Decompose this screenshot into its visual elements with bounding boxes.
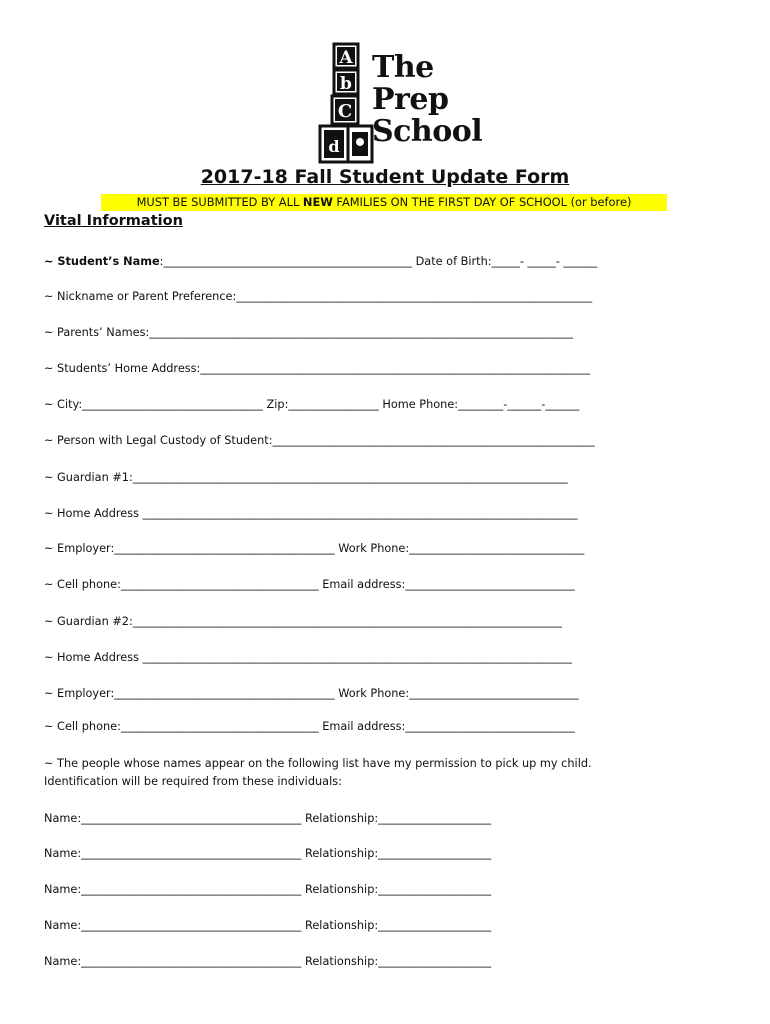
student-name-line[interactable]: :____________________________________________	[159, 255, 412, 268]
school-name-line-3: School	[372, 114, 483, 149]
pickup-permission-text	[44, 755, 592, 791]
submission-notice	[101, 194, 667, 211]
field-guardian-1-address[interactable]: ~ Home Address _____________________________________________________________________________	[44, 507, 578, 520]
field-guardian-2-cell[interactable]: ~ Cell phone:___________________________________ Email address:______________________________	[44, 720, 575, 733]
field-parents-names[interactable]: ~ Parents’ Names:___________________________________________________________________________	[44, 326, 573, 339]
pickup-name-row-1[interactable]: Name:_______________________________________ Relationship:____________________	[44, 812, 492, 825]
school-name-line-1: The	[372, 50, 434, 85]
field-student-name[interactable]	[44, 255, 597, 269]
notice-text-after: FAMILIES ON THE FIRST DAY OF SCHOOL (or before)	[332, 195, 632, 209]
field-city-zip-phone[interactable]: ~ City:________________________________ Zip:________________ Home Phone:________-______-______	[44, 398, 580, 411]
pickup-name-row-2[interactable]: Name:_______________________________________ Relationship:____________________	[44, 847, 492, 860]
school-name	[372, 52, 482, 148]
abc-blocks-logo-icon	[318, 42, 374, 164]
pickup-name-row-3[interactable]: Name:_______________________________________ Relationship:____________________	[44, 883, 492, 896]
pickup-name-row-4[interactable]: Name:_______________________________________ Relationship:____________________	[44, 919, 492, 932]
pickup-line-2: Identification will be required from these individuals:	[44, 775, 342, 788]
field-guardian-2-address[interactable]: ~ Home Address ____________________________________________________________________________	[44, 651, 572, 664]
date-of-birth-field[interactable]: Date of Birth:_____- _____- ______	[411, 255, 598, 268]
field-guardian-2-employer[interactable]: ~ Employer:_______________________________________ Work Phone:______________________________	[44, 687, 579, 700]
form-title: 2017-18 Fall Student Update Form	[200, 166, 570, 188]
section-title-vital-information: Vital Information	[44, 213, 183, 229]
field-nickname[interactable]: ~ Nickname or Parent Preference:_______________________________________________________________	[44, 290, 593, 303]
field-home-address[interactable]: ~ Students’ Home Address:_____________________________________________________________________	[44, 362, 591, 375]
block-a: A	[339, 48, 353, 68]
field-guardian-1-cell[interactable]: ~ Cell phone:___________________________________ Email address:______________________________	[44, 578, 575, 591]
pickup-line-1: ~ The people whose names appear on the following list have my permission to pick up my child.	[44, 757, 592, 770]
field-legal-custody[interactable]: ~ Person with Legal Custody of Student:_________________________________________________________	[44, 434, 595, 447]
field-guardian-1-employer[interactable]: ~ Employer:_______________________________________ Work Phone:_______________________________	[44, 542, 585, 555]
student-name-label: ~ Student’s Name	[44, 255, 160, 268]
notice-emphasis: NEW	[302, 195, 333, 209]
block-c: C	[337, 101, 353, 122]
field-guardian-1[interactable]: ~ Guardian #1:_____________________________________________________________________________	[44, 471, 568, 484]
school-logo	[318, 42, 483, 164]
notice-text-before: MUST BE SUBMITTED BY ALL	[136, 195, 303, 209]
block-d: d	[328, 137, 340, 156]
field-guardian-2[interactable]: ~ Guardian #2:____________________________________________________________________________	[44, 615, 563, 628]
school-name-line-2: Prep	[372, 82, 449, 117]
pickup-name-row-5[interactable]: Name:_______________________________________ Relationship:____________________	[44, 955, 492, 968]
block-b: b	[340, 74, 352, 94]
